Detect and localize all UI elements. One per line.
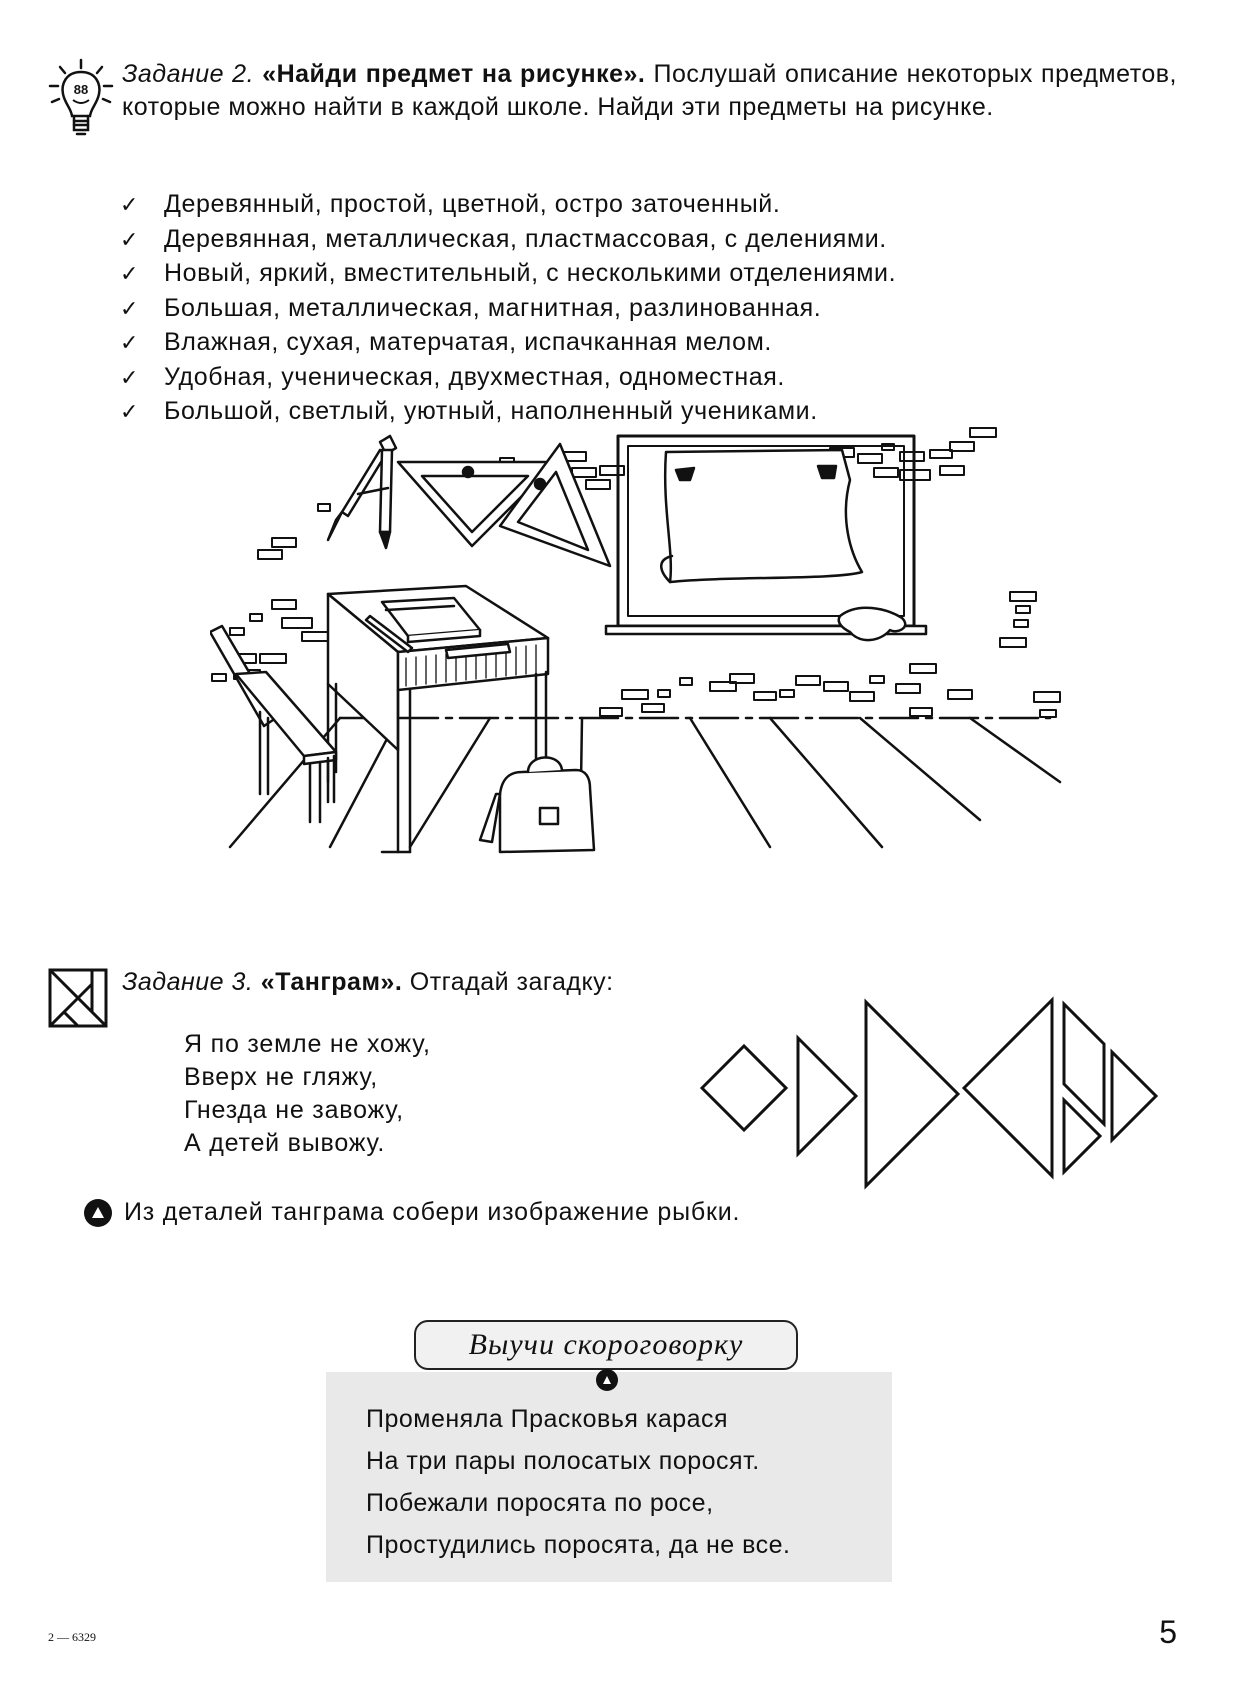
compass [328, 436, 396, 548]
instruction-text: Из деталей танграма собери изображение рыбки. [124, 1198, 741, 1226]
riddle [184, 1028, 431, 1160]
tongue-twister-panel [326, 1372, 892, 1582]
list-item [120, 257, 896, 292]
tangram-small-triangle [1112, 1052, 1156, 1140]
description-text: Деревянная, металлическая, пластмассовая, с делениями. [164, 224, 887, 253]
chalkboard [606, 436, 926, 634]
instruction [84, 1198, 740, 1227]
list-item [120, 223, 896, 258]
check-icon: ✓ [120, 262, 140, 287]
tongue-twister [366, 1398, 790, 1566]
riddle-line: Гнезда не завожу, [184, 1096, 404, 1124]
riddle-line: Я по земле не хожу, [184, 1030, 431, 1058]
list-item [120, 188, 896, 223]
tangram-small-triangle [798, 1038, 856, 1154]
lightbulb-icon [48, 58, 114, 144]
check-icon: ✓ [120, 193, 140, 218]
tangram-square [702, 1046, 786, 1130]
tongue-twister-line: Побежали поросята по росе, [366, 1489, 714, 1517]
task-2-body: Послушай описание некоторых предметов, которые можно найти в каждой школе. Найди эти предметы на рисунке. [122, 60, 1177, 121]
task-2-text [122, 58, 1177, 124]
description-text: Большой, светлый, уютный, наполненный учениками. [164, 397, 818, 425]
task-3-label: Задание 3. [122, 968, 254, 996]
print-code: 2 — 6329 [48, 1630, 96, 1644]
check-icon: ✓ [120, 400, 140, 425]
heading-badge-icon [596, 1369, 618, 1391]
tongue-twister-line: На три пары полосатых поросят. [366, 1447, 760, 1475]
check-icon: ✓ [120, 227, 140, 253]
page-number: 5 [1159, 1614, 1177, 1650]
classroom-illustration [210, 422, 1090, 952]
check-icon: ✓ [120, 296, 140, 322]
tongue-twister-line: Простудились поросята, да не все. [366, 1531, 791, 1559]
svg-text:88: 88 [73, 82, 89, 97]
task-2-label: Задание 2. [122, 60, 255, 88]
riddle-line: А детей вывожу. [184, 1129, 386, 1157]
tangram-pieces [696, 996, 1162, 1190]
list-item [120, 326, 896, 361]
task-3-text [122, 966, 614, 999]
description-list [120, 188, 896, 430]
school-bag [480, 757, 594, 852]
list-item [120, 361, 896, 396]
bench [210, 626, 336, 822]
description-text: Деревянный, простой, цветной, остро заточенный. [164, 190, 781, 218]
task-2-title: «Найди предмет на рисунке». [262, 60, 646, 88]
tangram-icon [48, 968, 108, 1028]
tangram-large-triangle [964, 1000, 1052, 1176]
description-text: Новый, яркий, вместительный, с несколькими отделениями. [164, 259, 897, 287]
task-3-body: Отгадай загадку: [409, 968, 614, 996]
description-text: Большая, металлическая, магнитная, разлинованная. [164, 293, 822, 322]
check-icon: ✓ [120, 331, 140, 356]
description-text: Влажная, сухая, матерчатая, испачканная мелом. [164, 328, 772, 356]
list-item [120, 292, 896, 327]
task-3-title: «Танграм». [260, 968, 403, 996]
triangle-badge-icon [84, 1199, 112, 1227]
check-icon: ✓ [120, 365, 140, 391]
set-squares [398, 444, 610, 566]
description-text: Удобная, ученическая, двухместная, одноместная. [164, 362, 785, 391]
tongue-twister-line: Променяла Прасковья карася [366, 1405, 729, 1433]
tongue-twister-heading: Выучи скороговорку [414, 1320, 798, 1370]
riddle-line: Вверх не гляжу, [184, 1063, 378, 1091]
tangram-medium-triangle [866, 1002, 958, 1186]
